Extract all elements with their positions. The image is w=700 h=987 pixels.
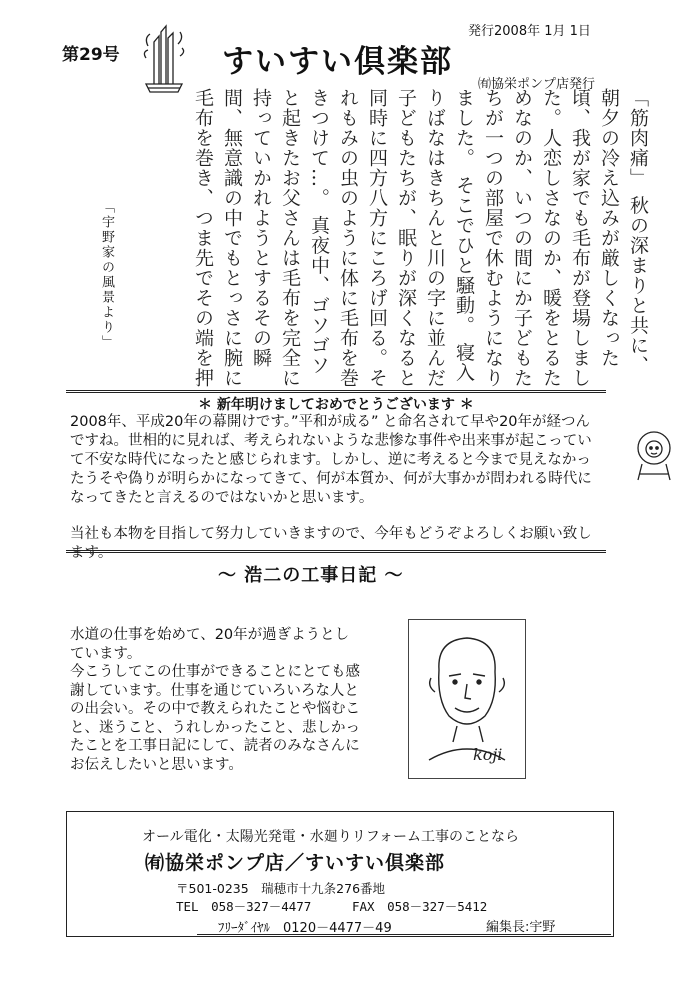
essay-caption: 「宇野家の風景より」	[99, 200, 114, 350]
diary-body	[70, 626, 360, 774]
footer-company: ㈲協栄ポンプ店／すいすい倶楽部	[145, 852, 446, 874]
footer-underline	[197, 934, 611, 935]
greeting-title: ＊ 新年明けましておめでとうございます ＊	[198, 397, 474, 413]
newsletter-title: すいすい倶楽部	[222, 44, 453, 80]
footer-fax: FAX 058－327－5412	[352, 899, 488, 914]
greeting-body	[70, 413, 600, 563]
footer-freedial: ﾌﾘｰﾀﾞｲﾔﾙ 0120－4477－49	[218, 921, 392, 936]
portrait-sketch	[408, 619, 526, 779]
essay-vertical-text: 「筋肉痛」 秋の深まりと共に、朝夕の冷え込みが厳しくなった頃、我が家でも毛布が登場しました。人恋しさなのか、暖をとるためなのか、いつの間にか子どもたちが一つの部屋で休むようになりました。 そこでひと騒動。 寝入りばなはきちんと川の字に並んだ子どもたちが、眠りが深くなると同時に四方八方にころげ回る。それもみの虫のように体に毛布を巻きつけて…。 真夜中、ゴソゴソと起きたお父さんは毛布を完全に持っていかれようとするその瞬間、無意識の中でもとっさに腕に毛布を巻き、つま先でその端を押	[192, 88, 649, 388]
diary-title: ～ 浩二の工事日記 ～	[218, 565, 404, 586]
diary-paragraph: 今こうしてこの仕事ができることにとても感謝しています。仕事を通じていろいろな人との出会い。その中で教えられたことや悩むこと、迷うこと、うれしかったこと、悲しかったことを工事日記にして、読者のみなさんにお伝えしたいと思います。	[70, 664, 360, 773]
footer-tagline: オール電化・太陽光発電・水廻りリフォーム工事のことなら	[142, 829, 520, 845]
greeting-paragraph: 当社も本物を目指して努力していきますので、今年もどうぞよろしくお願い致します。	[70, 526, 592, 561]
daruma-illustration	[634, 428, 674, 484]
diary-paragraph: 水道の仕事を始めて、20年が過ぎようとしています。	[70, 627, 350, 662]
greeting-paragraph: 2008年、平成20年の幕開けです。”平和が成る” と命名されて早や20年が経つんですね。世相的に見れば、考えられないような悲惨な事件や出来事が起こっていて不安な時代になったと感じられます。しかし、逆に考えると今まで見えなかったうそや偽りが明らかになってきて、何が本質か、何が大事かが問われる時代になってきたと言えるのではないかと思います。	[70, 414, 592, 506]
portrait-signature: koji	[473, 745, 503, 764]
footer-tel: TEL 058－327－4477	[176, 899, 312, 914]
kadomatsu-illustration	[140, 24, 188, 94]
publisher-line: ㈲協栄ポンプ店発行	[478, 77, 596, 92]
face-sketch-icon	[409, 620, 525, 778]
publication-date: 発行2008年 1月 1日	[468, 24, 591, 39]
issue-number: 第29号	[62, 45, 120, 65]
section-divider-bottom	[66, 550, 606, 553]
footer-editor: 編集長:宇野	[486, 920, 556, 935]
section-divider-top	[66, 390, 606, 393]
footer-address: 〒501-0235 瑞穂市十九条276番地	[176, 881, 386, 896]
